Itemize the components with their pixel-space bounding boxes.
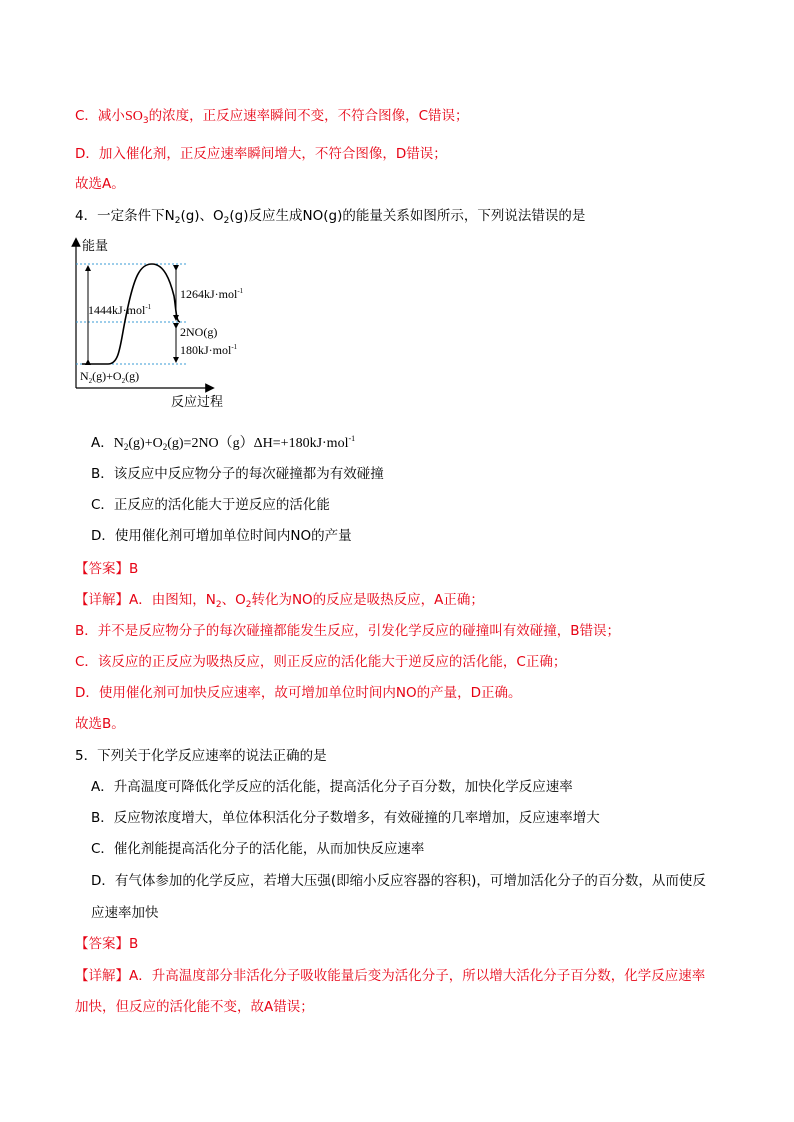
detail-4d: D．使用催化剂可加快反应速率，故可增加单位时间内NO的产量，D正确。 xyxy=(75,685,522,701)
selection-4: 故选B。 xyxy=(75,716,125,732)
option-5d-line1: D．有气体参加的化学反应，若增大压强(即缩小反应容器的容积)，可增加活化分子的百分数，从而使反 xyxy=(91,873,706,889)
answer-4: 【答案】B xyxy=(75,561,139,577)
option-4b: B．该反应中反应物分子的每次碰撞都为有效碰撞 xyxy=(91,466,384,482)
y-axis-label: 能量 xyxy=(82,238,109,253)
option-5a: A．升高温度可降低化学反应的活化能，提高活化分子百分数，加快化学反应速率 xyxy=(91,779,573,795)
ea-reverse-label: 1264kJ·mol$^{-1}$ xyxy=(180,287,244,301)
x-axis-label: 反应过程 xyxy=(171,394,224,409)
selection-3: 故选A。 xyxy=(75,176,125,192)
answer-5: 【答案】B xyxy=(75,936,139,952)
ea-forward-label: 1444kJ·mol$^{-1}$ xyxy=(88,303,152,317)
detail-4c: C．该反应的正反应为吸热反应，则正反应的活化能大于逆反应的活化能，C正确； xyxy=(75,654,567,670)
reactant-label: $N_2(g)+O_2(g)$ xyxy=(80,369,140,385)
product-label: 2NO(g) xyxy=(180,325,218,339)
question-5: 5．下列关于化学反应速率的说法正确的是 xyxy=(75,748,327,764)
explanation-d: D．加入催化剂，正反应速率瞬间增大，不符合图像，D错误； xyxy=(75,146,447,162)
energy-diagram xyxy=(68,236,268,414)
detail-4a: 【详解】A．由图知，$N_2$、$O_2$转化为NO的反应是吸热反应，A正确； xyxy=(75,592,484,610)
detail-5-line1: 【详解】A．升高温度部分非活化分子吸收能量后变为活化分子，所以增大活化分子百分数，化学反应速率 xyxy=(75,968,706,984)
detail-5-line2: 加快，但反应的活化能不变，故A错误； xyxy=(75,999,314,1015)
option-4a: A．$N_2(g)+O_2(g)=2NO(g)\Delta H=+180kJ\cdot mol^{-1}$ xyxy=(91,434,356,452)
option-5d-line2: 应速率加快 xyxy=(91,905,159,921)
detail-4b: B．并不是反应物分子的每次碰撞都能发生反应，引发化学反应的碰撞叫有效碰撞，B错误； xyxy=(75,623,621,639)
option-4d: D．使用催化剂可增加单位时间内NO的产量 xyxy=(91,528,352,544)
option-4c: C．正反应的活化能大于逆反应的活化能 xyxy=(91,497,330,513)
delta-h-label: 180kJ·mol$^{-1}$ xyxy=(180,343,238,357)
explanation-c: C．减小$SO_3$的浓度，正反应速率瞬间不变，不符合图像，C错误； xyxy=(75,108,469,126)
option-5c: C．催化剂能提高活化分子的活化能，从而加快反应速率 xyxy=(91,841,425,857)
option-5b: B．反应物浓度增大，单位体积活化分子数增多，有效碰撞的几率增加，反应速率增大 xyxy=(91,810,600,826)
question-4: 4．一定条件下$N_2(g)$、$O_2(g)$反应生成NO(g)的能量关系如图所示，下列说法错误的是 xyxy=(75,208,586,226)
